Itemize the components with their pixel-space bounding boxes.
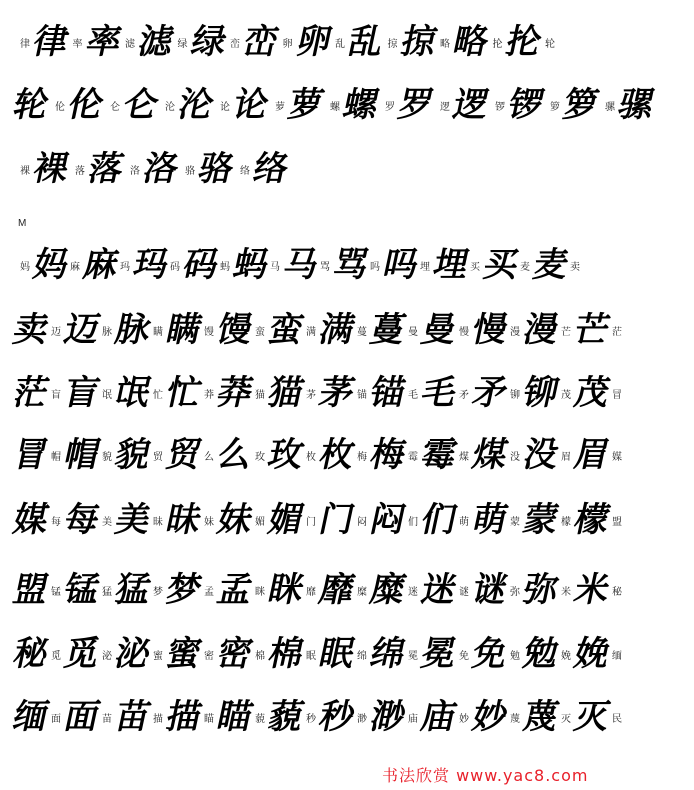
printed-character: 绵 bbox=[357, 651, 367, 662]
calligraphy-character: 霉 bbox=[417, 435, 461, 475]
calligraphy-character: 眯 bbox=[264, 570, 308, 610]
printed-character: 麦 bbox=[520, 262, 530, 273]
calligraphy-character: 秘 bbox=[9, 634, 53, 674]
calligraphy-character: 萌 bbox=[468, 500, 512, 540]
printed-character: 免 bbox=[459, 651, 469, 662]
printed-character: 么 bbox=[204, 452, 214, 463]
calligraphy-character: 妈 bbox=[29, 245, 73, 285]
printed-character: 蒙 bbox=[510, 517, 520, 528]
calligraphy-character: 妙 bbox=[468, 697, 512, 737]
printed-character: 妈 bbox=[20, 262, 30, 273]
printed-character: 锰 bbox=[51, 587, 61, 598]
printed-character: 罗 bbox=[385, 102, 395, 113]
calligraphy-character: 轮 bbox=[9, 85, 53, 125]
printed-character: 迷 bbox=[408, 587, 418, 598]
calligraphy-character: 络 bbox=[249, 149, 293, 189]
printed-character: 美 bbox=[102, 517, 112, 528]
printed-character: 萝 bbox=[275, 102, 285, 113]
printed-character: 瞄 bbox=[204, 714, 214, 725]
calligraphy-character: 苗 bbox=[111, 697, 155, 737]
printed-character: 枚 bbox=[306, 452, 316, 463]
printed-character: 蛮 bbox=[255, 327, 265, 338]
calligraphy-character: 媚 bbox=[264, 500, 308, 540]
calligraphy-character: 玫 bbox=[264, 435, 308, 475]
calligraphy-character: 沦 bbox=[174, 85, 218, 125]
printed-character: 漫 bbox=[510, 327, 520, 338]
calligraphy-character: 落 bbox=[84, 149, 128, 189]
calligraphy-character: 昧 bbox=[162, 500, 206, 540]
calligraphy-character: 密 bbox=[213, 634, 257, 674]
calligraphy-character: 蔓 bbox=[366, 310, 410, 350]
calligraphy-character: 庙 bbox=[417, 697, 461, 737]
calligraphy-character: 盟 bbox=[9, 570, 53, 610]
printed-character: 率 bbox=[72, 39, 83, 50]
calligraphy-character: 迈 bbox=[60, 310, 104, 350]
calligraphy-character: 略 bbox=[449, 22, 493, 62]
calligraphy-character: 芒 bbox=[570, 310, 614, 350]
calligraphy-character: 貌 bbox=[111, 435, 155, 475]
calligraphy-character: 藐 bbox=[264, 697, 308, 737]
calligraphy-character: 骡 bbox=[614, 85, 658, 125]
printed-character: 秒 bbox=[306, 714, 316, 725]
printed-character: 靡 bbox=[306, 587, 316, 598]
printed-character: 猫 bbox=[255, 390, 265, 401]
calligraphy-character: 免 bbox=[468, 634, 512, 674]
section-letter: M bbox=[18, 218, 27, 229]
printed-character: 买 bbox=[470, 262, 480, 273]
calligraphy-character: 埋 bbox=[429, 245, 473, 285]
calligraphy-character: 泌 bbox=[111, 634, 155, 674]
printed-character: 略 bbox=[440, 39, 450, 50]
printed-character: 矛 bbox=[459, 390, 469, 401]
printed-character: 猛 bbox=[102, 587, 112, 598]
calligraphy-character: 迷 bbox=[417, 570, 461, 610]
calligraphy-character: 慢 bbox=[468, 310, 512, 350]
printed-character: 马 bbox=[270, 262, 280, 273]
calligraphy-character: 梦 bbox=[162, 570, 206, 610]
calligraphy-character: 猛 bbox=[111, 570, 155, 610]
calligraphy-character: 掠 bbox=[397, 22, 440, 62]
calligraphy-character: 吗 bbox=[379, 245, 423, 285]
calligraphy-character: 勉 bbox=[519, 634, 563, 674]
printed-character: 玫 bbox=[255, 452, 265, 463]
printed-character: 谜 bbox=[459, 587, 469, 598]
calligraphy-character: 茂 bbox=[570, 373, 614, 413]
printed-character: 冕 bbox=[408, 651, 418, 662]
calligraphy-character: 檬 bbox=[570, 500, 614, 540]
printed-character: 茫 bbox=[612, 327, 622, 338]
calligraphy-character: 谜 bbox=[468, 570, 512, 610]
printed-character: 蜜 bbox=[153, 651, 163, 662]
calligraphy-character: 糜 bbox=[366, 570, 410, 610]
printed-character: 骆 bbox=[185, 166, 195, 177]
calligraphy-character: 没 bbox=[519, 435, 563, 475]
calligraphy-character: 么 bbox=[213, 435, 257, 475]
printed-character: 曼 bbox=[408, 327, 418, 338]
calligraphy-character: 媒 bbox=[9, 500, 53, 540]
printed-character: 霉 bbox=[408, 452, 418, 463]
calligraphy-character: 罗 bbox=[394, 85, 438, 125]
printed-character: 缅 bbox=[612, 651, 622, 662]
printed-character: 蔑 bbox=[510, 714, 520, 725]
printed-character: 蔓 bbox=[357, 327, 367, 338]
printed-character: 莽 bbox=[204, 390, 214, 401]
printed-character: 锣 bbox=[495, 102, 505, 113]
printed-character: 民 bbox=[612, 714, 622, 725]
calligraphy-character: 蚂 bbox=[229, 245, 273, 285]
printed-character: 冒 bbox=[612, 390, 622, 401]
printed-character: 锚 bbox=[357, 390, 367, 401]
calligraphy-character: 绵 bbox=[366, 634, 410, 674]
calligraphy-character: 论 bbox=[229, 85, 273, 125]
calligraphy-character: 猫 bbox=[264, 373, 308, 413]
printed-character: 逻 bbox=[440, 102, 450, 113]
printed-character: 卵 bbox=[282, 39, 293, 50]
calligraphy-character: 骆 bbox=[194, 149, 238, 189]
calligraphy-character: 秒 bbox=[315, 697, 359, 737]
printed-character: 糜 bbox=[357, 587, 367, 598]
calligraphy-character: 仑 bbox=[119, 85, 163, 125]
calligraphy-character: 贸 bbox=[162, 435, 206, 475]
printed-character: 落 bbox=[75, 166, 85, 177]
calligraphy-character: 棉 bbox=[264, 634, 308, 674]
calligraphy-character: 梅 bbox=[366, 435, 410, 475]
calligraphy-character: 乱 bbox=[344, 22, 388, 62]
calligraphy-character: 枚 bbox=[315, 435, 359, 475]
printed-character: 檬 bbox=[561, 517, 571, 528]
calligraphy-character: 茅 bbox=[315, 373, 359, 413]
calligraphy-character: 茫 bbox=[9, 373, 53, 413]
printed-character: 泌 bbox=[102, 651, 112, 662]
calligraphy-character: 描 bbox=[162, 697, 206, 737]
printed-character: 煤 bbox=[459, 452, 469, 463]
calligraphy-character: 麦 bbox=[529, 245, 573, 285]
calligraphy-character: 冕 bbox=[417, 634, 461, 674]
printed-character: 梦 bbox=[153, 587, 163, 598]
printed-character: 螺 bbox=[330, 102, 340, 113]
printed-character: 迈 bbox=[51, 327, 61, 338]
printed-character: 眯 bbox=[255, 587, 265, 598]
printed-character: 乱 bbox=[335, 39, 345, 50]
calligraphy-character: 灭 bbox=[570, 697, 614, 737]
printed-character: 灭 bbox=[561, 714, 571, 725]
printed-character: 芒 bbox=[561, 327, 571, 338]
printed-character: 觅 bbox=[51, 651, 61, 662]
printed-character: 馒 bbox=[204, 327, 214, 338]
calligraphy-character: 脉 bbox=[111, 310, 155, 350]
calligraphy-character: 律 bbox=[29, 22, 73, 62]
printed-character: 盲 bbox=[51, 390, 61, 401]
calligraphy-character: 莽 bbox=[213, 373, 257, 413]
printed-character: 绿 bbox=[177, 39, 188, 50]
printed-character: 麻 bbox=[70, 262, 80, 273]
calligraphy-character: 觅 bbox=[60, 634, 104, 674]
site-watermark: 书法欣赏 www.yac8.com bbox=[382, 766, 589, 785]
calligraphy-character: 玛 bbox=[129, 245, 173, 285]
printed-character: 忙 bbox=[153, 390, 163, 401]
printed-character: 妙 bbox=[459, 714, 469, 725]
calligraphy-character: 矛 bbox=[468, 373, 512, 413]
printed-character: 骡 bbox=[605, 102, 615, 113]
printed-character: 掠 bbox=[387, 39, 398, 50]
calligraphy-character: 滤 bbox=[134, 22, 178, 62]
calligraphy-character: 萝 bbox=[284, 85, 328, 125]
calligraphy-character: 蒙 bbox=[519, 500, 563, 540]
printed-character: 萌 bbox=[459, 517, 469, 528]
calligraphy-character: 缅 bbox=[9, 697, 53, 737]
calligraphy-character: 忙 bbox=[162, 373, 206, 413]
calligraphy-character: 靡 bbox=[315, 570, 359, 610]
printed-character: 们 bbox=[408, 517, 418, 528]
printed-character: 码 bbox=[170, 262, 180, 273]
calligraphy-character: 蔑 bbox=[519, 697, 563, 737]
printed-character: 面 bbox=[51, 714, 61, 725]
printed-character: 瞒 bbox=[153, 327, 163, 338]
calligraphy-character: 米 bbox=[570, 570, 614, 610]
printed-character: 轮 bbox=[545, 39, 555, 50]
calligraphy-character: 卵 bbox=[292, 22, 335, 62]
printed-character: 洛 bbox=[130, 166, 140, 177]
printed-character: 密 bbox=[204, 651, 214, 662]
printed-character: 裸 bbox=[20, 166, 30, 177]
calligraphy-character: 煤 bbox=[468, 435, 512, 475]
calligraphy-character: 门 bbox=[315, 500, 359, 540]
printed-character: 妹 bbox=[204, 517, 214, 528]
printed-character: 论 bbox=[220, 102, 230, 113]
printed-character: 蚂 bbox=[220, 262, 230, 273]
calligraphy-character: 眉 bbox=[570, 435, 614, 475]
calligraphy-character: 弥 bbox=[519, 570, 563, 610]
calligraphy-character: 冒 bbox=[9, 435, 53, 475]
printed-character: 盟 bbox=[612, 517, 622, 528]
calligraphy-character: 每 bbox=[60, 500, 104, 540]
printed-character: 慢 bbox=[459, 327, 469, 338]
printed-character: 描 bbox=[153, 714, 163, 725]
printed-character: 昧 bbox=[153, 517, 163, 528]
calligraphy-character: 氓 bbox=[111, 373, 155, 413]
printed-character: 庙 bbox=[408, 714, 418, 725]
calligraphy-character: 螺 bbox=[339, 85, 383, 125]
printed-character: 孟 bbox=[204, 587, 214, 598]
printed-character: 伦 bbox=[55, 102, 65, 113]
printed-character: 貌 bbox=[102, 452, 112, 463]
printed-character: 帽 bbox=[51, 452, 61, 463]
calligraphy-character: 娩 bbox=[570, 634, 614, 674]
printed-character: 骂 bbox=[320, 262, 330, 273]
printed-character: 络 bbox=[240, 166, 250, 177]
printed-character: 律 bbox=[20, 39, 30, 50]
printed-character: 氓 bbox=[102, 390, 112, 401]
calligraphy-character: 码 bbox=[179, 245, 223, 285]
calligraphy-character: 伦 bbox=[64, 85, 108, 125]
calligraphy-character: 眠 bbox=[315, 634, 359, 674]
printed-character: 峦 bbox=[230, 39, 240, 50]
printed-character: 勉 bbox=[510, 651, 520, 662]
printed-character: 卖 bbox=[570, 262, 580, 273]
calligraphy-character: 孟 bbox=[213, 570, 257, 610]
calligraphy-character: 们 bbox=[417, 500, 461, 540]
calligraphy-character: 率 bbox=[82, 22, 125, 62]
printed-character: 梅 bbox=[357, 452, 367, 463]
calligraphy-character: 美 bbox=[111, 500, 155, 540]
calligraphy-character: 漫 bbox=[519, 310, 563, 350]
printed-character: 闷 bbox=[357, 517, 367, 528]
calligraphy-character: 蜜 bbox=[162, 634, 206, 674]
calligraphy-character: 瞄 bbox=[213, 697, 257, 737]
printed-character: 没 bbox=[510, 452, 520, 463]
calligraphy-character: 抡 bbox=[502, 22, 545, 62]
calligraphy-character: 渺 bbox=[366, 697, 410, 737]
printed-character: 铆 bbox=[510, 390, 520, 401]
printed-character: 满 bbox=[306, 327, 316, 338]
printed-character: 玛 bbox=[120, 262, 130, 273]
calligraphy-character: 绿 bbox=[187, 22, 230, 62]
printed-character: 滤 bbox=[125, 39, 135, 50]
calligraphy-character: 曼 bbox=[417, 310, 461, 350]
printed-character: 媒 bbox=[612, 452, 622, 463]
printed-character: 埋 bbox=[420, 262, 430, 273]
printed-character: 每 bbox=[51, 517, 61, 528]
calligraphy-character: 锚 bbox=[366, 373, 410, 413]
calligraphy-character: 买 bbox=[479, 245, 523, 285]
calligraphy-character: 逻 bbox=[449, 85, 493, 125]
printed-character: 弥 bbox=[510, 587, 520, 598]
calligraphy-character: 毛 bbox=[417, 373, 461, 413]
printed-character: 茂 bbox=[561, 390, 571, 401]
calligraphy-character: 洛 bbox=[139, 149, 183, 189]
calligraphy-character: 锣 bbox=[504, 85, 548, 125]
calligraphy-character: 馒 bbox=[213, 310, 257, 350]
printed-character: 抡 bbox=[492, 39, 503, 50]
printed-character: 眉 bbox=[561, 452, 571, 463]
printed-character: 棉 bbox=[255, 651, 265, 662]
calligraphy-character: 铆 bbox=[519, 373, 563, 413]
printed-character: 毛 bbox=[408, 390, 418, 401]
printed-character: 媚 bbox=[255, 517, 265, 528]
printed-character: 仑 bbox=[110, 102, 120, 113]
calligraphy-character: 蛮 bbox=[264, 310, 308, 350]
printed-character: 藐 bbox=[255, 714, 265, 725]
calligraphy-character: 面 bbox=[60, 697, 104, 737]
printed-character: 米 bbox=[561, 587, 571, 598]
printed-character: 箩 bbox=[550, 102, 560, 113]
printed-character: 娩 bbox=[561, 651, 571, 662]
printed-character: 苗 bbox=[102, 714, 112, 725]
printed-character: 秘 bbox=[612, 587, 622, 598]
printed-character: 沦 bbox=[165, 102, 175, 113]
printed-character: 吗 bbox=[370, 262, 380, 273]
printed-character: 渺 bbox=[357, 714, 367, 725]
printed-character: 贸 bbox=[153, 452, 163, 463]
calligraphy-character: 麻 bbox=[79, 245, 123, 285]
calligraphy-character: 妹 bbox=[213, 500, 257, 540]
calligraphy-character: 盲 bbox=[60, 373, 104, 413]
calligraphy-character: 满 bbox=[315, 310, 359, 350]
calligraphy-character: 峦 bbox=[239, 22, 283, 62]
calligraphy-character: 闷 bbox=[366, 500, 410, 540]
calligraphy-character: 骂 bbox=[329, 245, 373, 285]
calligraphy-character: 帽 bbox=[60, 435, 104, 475]
printed-character: 茅 bbox=[306, 390, 316, 401]
calligraphy-character: 卖 bbox=[9, 310, 53, 350]
printed-character: 眠 bbox=[306, 651, 316, 662]
calligraphy-character: 裸 bbox=[29, 149, 73, 189]
printed-character: 门 bbox=[306, 517, 316, 528]
calligraphy-character: 马 bbox=[279, 245, 323, 285]
calligraphy-character: 箩 bbox=[559, 85, 603, 125]
calligraphy-character: 瞒 bbox=[162, 310, 206, 350]
printed-character: 脉 bbox=[102, 327, 112, 338]
calligraphy-character: 锰 bbox=[60, 570, 104, 610]
